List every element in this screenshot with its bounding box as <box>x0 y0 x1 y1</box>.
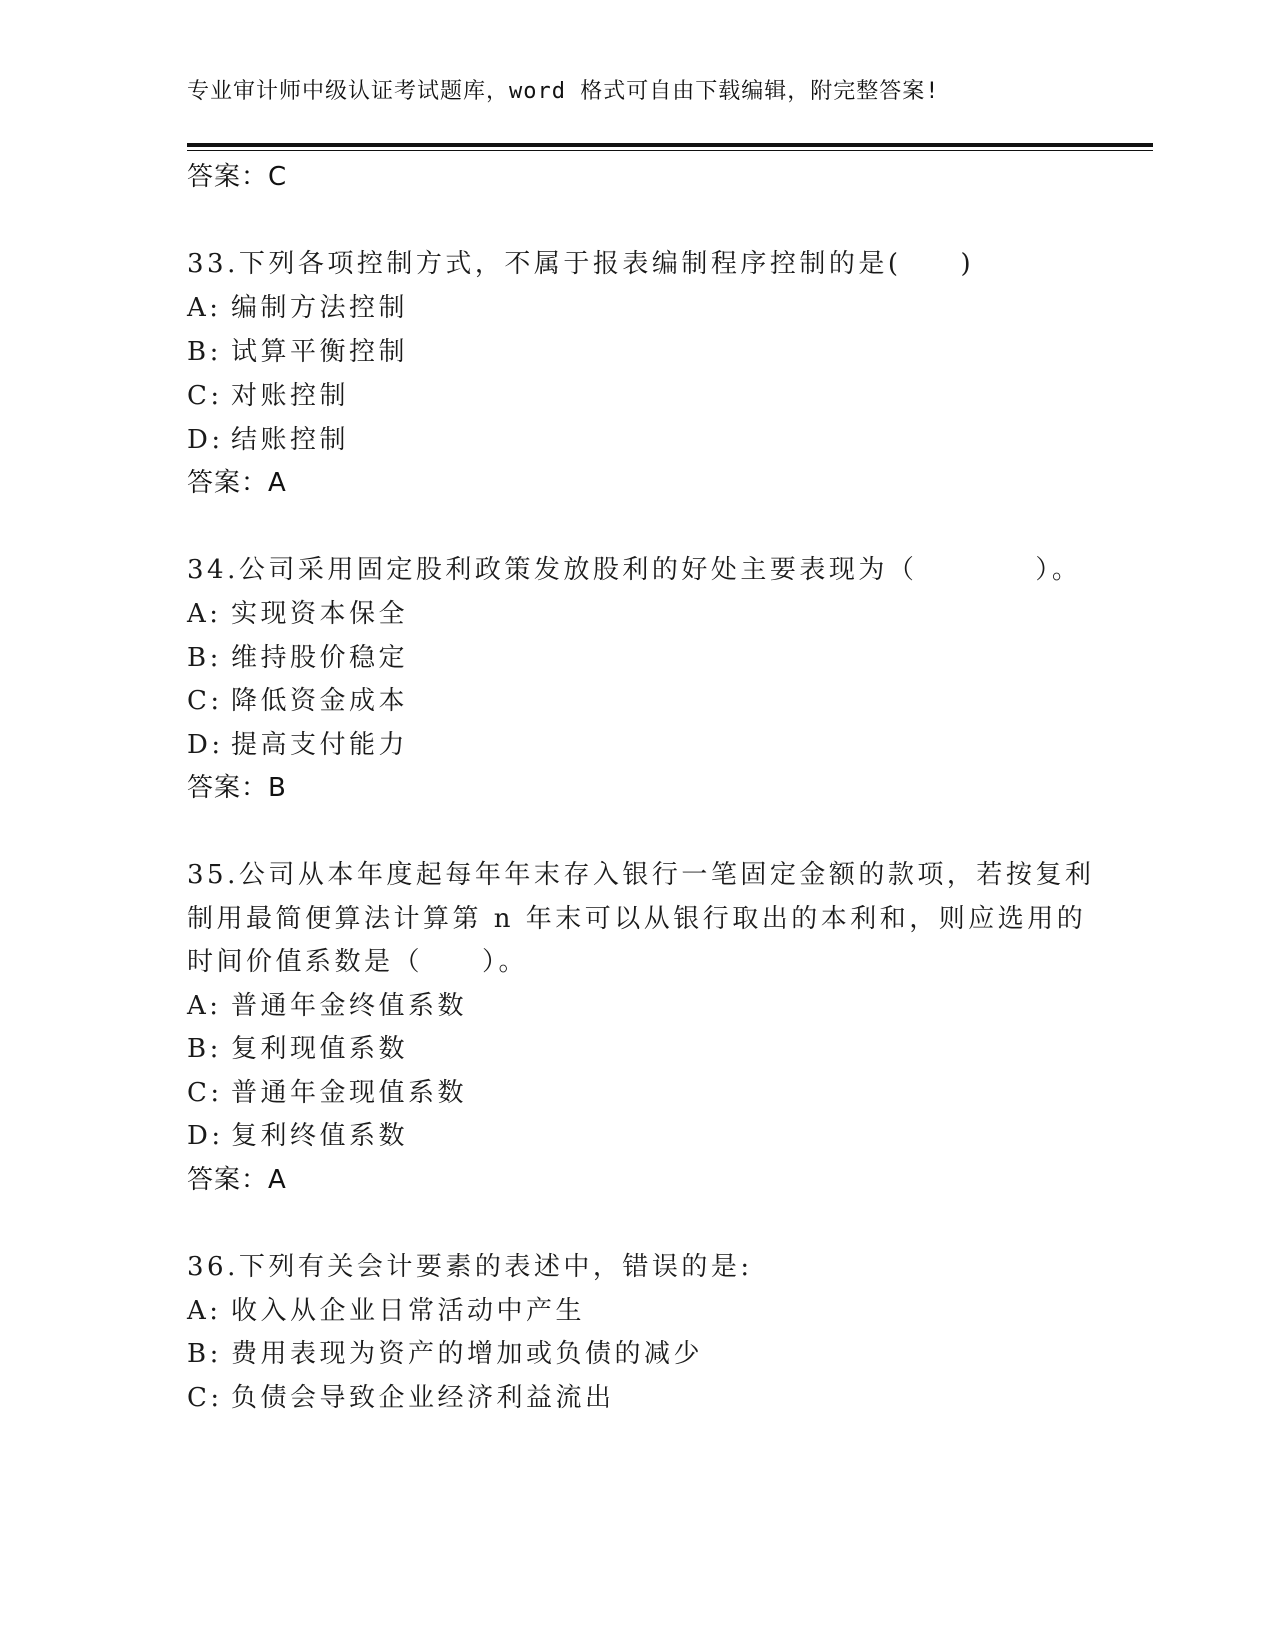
question-35-stem-line-3: 时间价值系数是（ ）。 <box>187 947 529 977</box>
q35-option-d <box>187 1115 408 1152</box>
question-35-stem-line-2: 制用最简便算法计算第 n 年末可以从银行取出的本利和，则应选用的 <box>187 904 1087 934</box>
answer-q35: 答案：A <box>187 1165 287 1195</box>
option-letter: B: <box>187 1339 222 1369</box>
option-text: 实现资本保全 <box>231 599 409 629</box>
option-text: 结账控制 <box>231 425 350 455</box>
option-letter: B: <box>187 1034 222 1064</box>
option-letter: C: <box>187 1383 223 1413</box>
option-letter: A: <box>187 1296 222 1326</box>
option-letter: A: <box>187 293 222 323</box>
answer-q32: 答案：C <box>187 162 288 192</box>
option-text: 费用表现为资产的增加或负债的减少 <box>231 1339 704 1369</box>
q36-option-c <box>187 1377 615 1414</box>
option-letter: C: <box>187 381 223 411</box>
question-35-stem-line-1: 35.公司从本年度起每年年末存入银行一笔固定金额的款项，若按复利 <box>187 860 1095 890</box>
option-letter: B: <box>187 643 222 673</box>
option-text: 编制方法控制 <box>231 293 409 323</box>
option-text: 普通年金终值系数 <box>231 991 468 1021</box>
option-letter: A: <box>187 599 222 629</box>
option-text: 维持股价稳定 <box>231 643 409 673</box>
option-text: 负债会导致企业经济利益流出 <box>231 1383 615 1413</box>
option-letter: B: <box>187 337 222 367</box>
q33-option-c <box>187 375 349 412</box>
option-text: 提高支付能力 <box>231 730 409 760</box>
option-letter: D: <box>187 730 224 760</box>
option-letter: A: <box>187 991 222 1021</box>
q34-option-d <box>187 724 408 761</box>
q35-option-b <box>187 1028 408 1065</box>
option-letter: C: <box>187 1078 223 1108</box>
option-text: 复利终值系数 <box>231 1121 409 1151</box>
option-letter: D: <box>187 425 224 455</box>
option-text: 试算平衡控制 <box>231 337 409 367</box>
question-33-stem: 33.下列各项控制方式，不属于报表编制程序控制的是( ) <box>187 249 975 279</box>
option-text: 降低资金成本 <box>231 686 409 716</box>
option-text: 复利现值系数 <box>231 1034 409 1064</box>
q34-option-c <box>187 680 408 717</box>
question-36-stem: 36.下列有关会计要素的表述中，错误的是: <box>187 1252 753 1282</box>
q36-option-b <box>187 1333 703 1370</box>
answer-q33: 答案：A <box>187 468 287 498</box>
q35-option-a <box>187 985 467 1022</box>
q33-option-d <box>187 419 349 456</box>
q34-option-b <box>187 637 408 674</box>
answer-q34: 答案：B <box>187 773 287 803</box>
question-34-stem: 34.公司采用固定股利政策发放股利的好处主要表现为（ ）。 <box>187 555 1082 585</box>
option-letter: C: <box>187 686 223 716</box>
option-text: 普通年金现值系数 <box>231 1078 468 1108</box>
q33-option-a <box>187 287 408 324</box>
page-header: 专业审计师中级认证考试题库，word 格式可自由下载编辑，附完整答案! <box>187 79 940 104</box>
q36-option-a <box>187 1290 585 1327</box>
q35-option-c <box>187 1072 467 1109</box>
option-letter: D: <box>187 1121 224 1151</box>
q34-option-a <box>187 593 408 630</box>
option-text: 收入从企业日常活动中产生 <box>231 1296 586 1326</box>
header-rule <box>187 143 1153 151</box>
option-text: 对账控制 <box>231 381 350 411</box>
q33-option-b <box>187 331 408 368</box>
